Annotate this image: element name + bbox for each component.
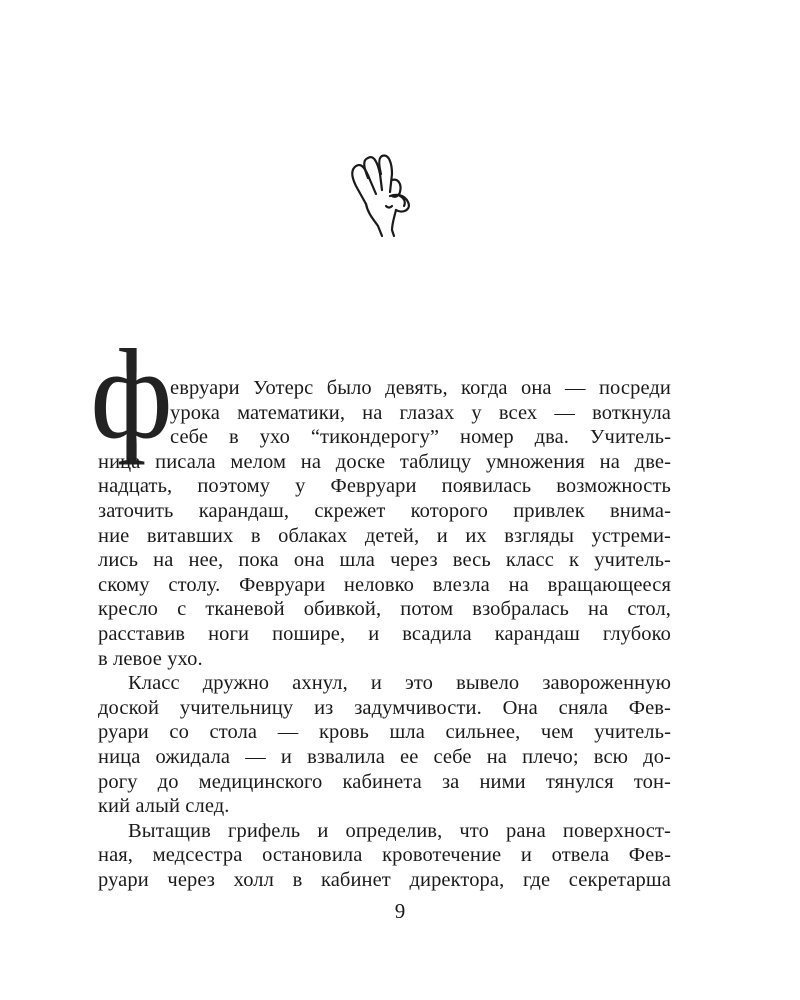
text-line: кресло с тканевой обивкой, потом взобралась на стол,: [98, 598, 671, 621]
text-line: ница писала мелом на доске таблицу умножения на две-: [98, 450, 671, 473]
text-line: доской учительницу из задумчивости. Она сняла Фев-: [98, 696, 671, 719]
text-line: себе в ухо “тикондерогу” номер два. Учитель-: [170, 426, 671, 449]
text-line: скому столу. Февруари неловко влезла на вращающееся: [98, 573, 671, 596]
text-line: рогу до медицинского кабинета за ними тянулся тон-: [98, 770, 671, 793]
text-line: надцать, поэтому у Февруари появилась возможность: [98, 475, 671, 498]
text-line: евруари Уотерс было девять, когда она — посреди: [170, 377, 671, 399]
text-line: ница ожидала — и взвалила ее себе на плечо; всю до-: [98, 746, 671, 768]
text-line: урока математики, на глазах у всех — воткнула: [170, 401, 671, 424]
text-line: ние витавших в облаках детей, и их взгляды устреми-: [98, 524, 671, 547]
text-line: руари через холл в кабинет директора, где секретарша: [98, 869, 671, 891]
drop-cap-letter: ф: [90, 323, 173, 465]
text-line: лись на нее, пока она шла через весь класс к учитель-: [98, 549, 671, 572]
three-fingers-hand-icon: [342, 150, 424, 238]
text-line: кий алый след.: [98, 795, 230, 818]
page-number: 9: [394, 899, 406, 923]
text-line: расставив ноги пошире, и всадила карандаш глубоко: [98, 623, 671, 645]
text-line: Вытащив грифель и определив, что рана поверхност-: [128, 819, 671, 842]
text-line: заточить карандаш, скрежет которого привлек внима-: [98, 500, 671, 522]
text-line: в левое ухо.: [98, 647, 203, 670]
text-line: Класс дружно ахнул, и это вывело завороженную: [128, 672, 671, 695]
text-line: руари со стола — кровь шла сильнее, чем учитель-: [98, 721, 671, 744]
text-line: ная, медсестра остановила кровотечение и отвела Фев-: [98, 844, 671, 867]
